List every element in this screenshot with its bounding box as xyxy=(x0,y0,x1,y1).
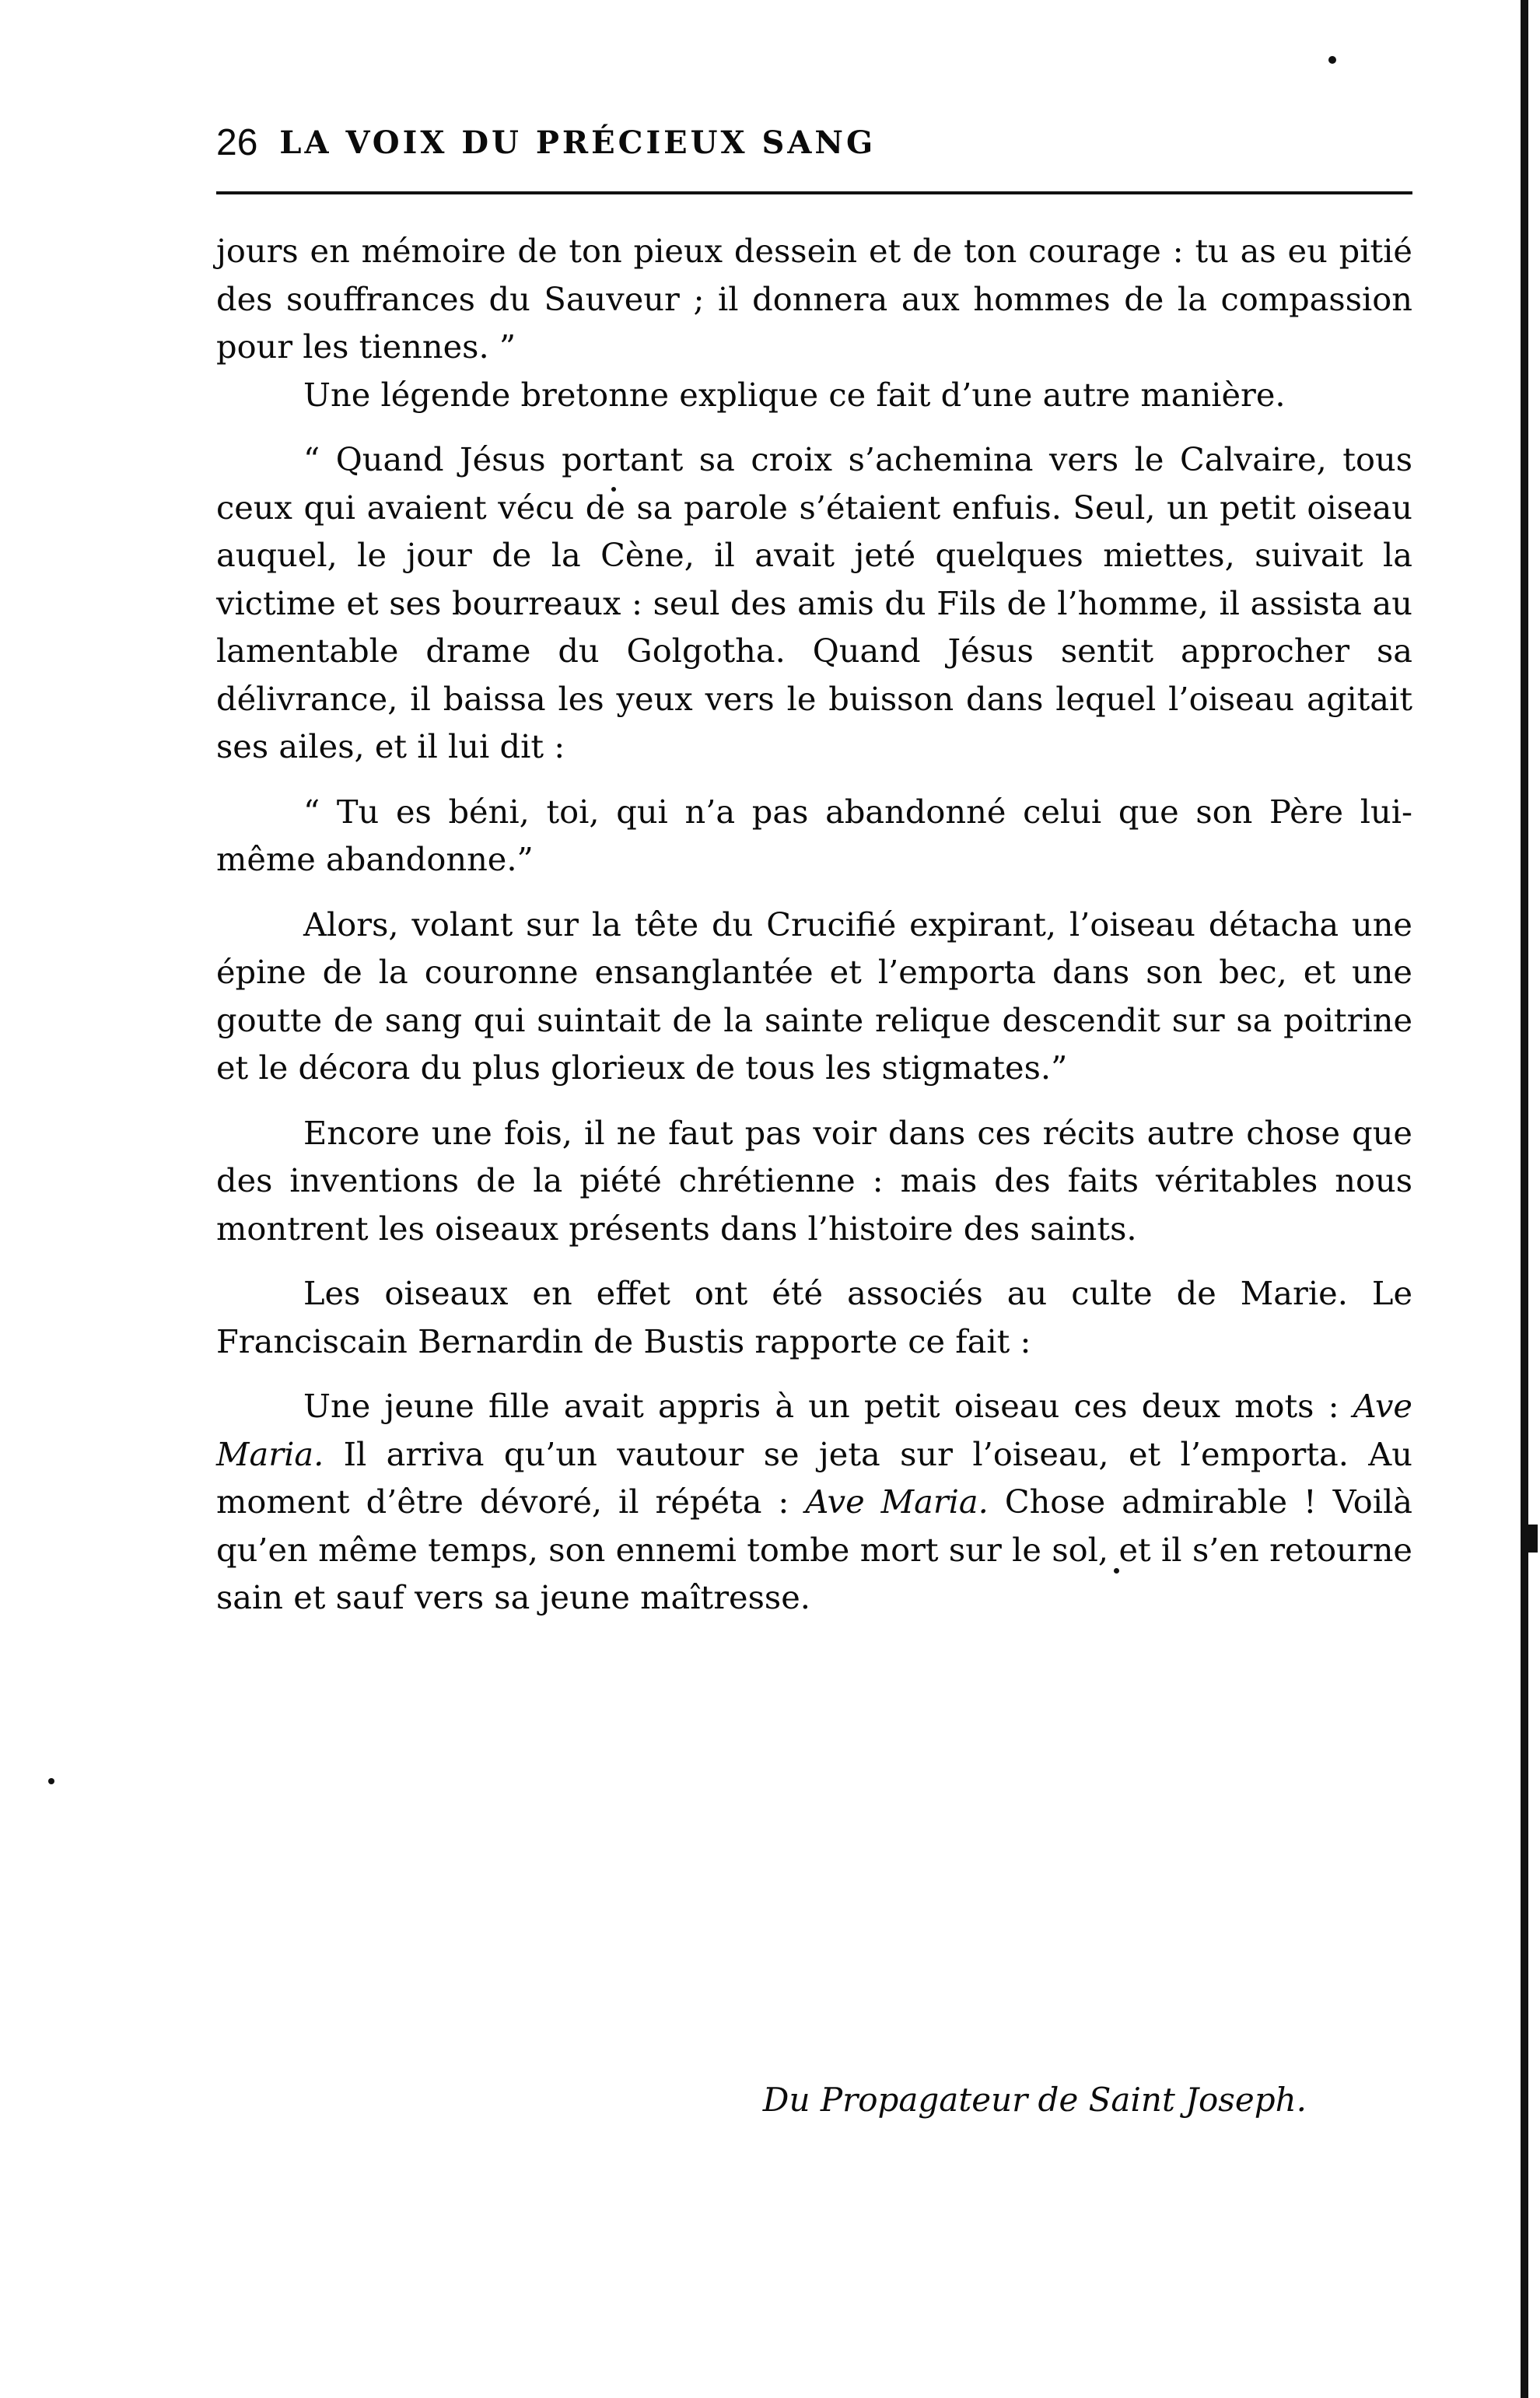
paragraph: “ Tu es béni, toi, qui n’a pas abandonné celui que son Père lui-même abandonne.” xyxy=(216,792,1412,878)
speck-mark xyxy=(48,1778,54,1784)
body-text xyxy=(216,227,1412,1622)
speck-mark xyxy=(1328,56,1336,64)
running-title: LA VOIX DU PRÉCIEUX SANG xyxy=(279,124,877,161)
paragraph: Les oiseaux en effet ont été associés au culte de Marie. Le Franciscain Bernardin de Bustis rapporte ce fait : xyxy=(216,1274,1412,1360)
page-number: 26 xyxy=(216,121,258,163)
paragraph: Encore une fois, il ne faut pas voir dans ces récits autre chose que des inventions de la piété chrétienne : mais des faits véritables nous montrent les oiseaux présents dans l’histoire des saints. xyxy=(216,1113,1412,1248)
paragraph: jours en mémoire de ton pieux dessein et de ton courage : tu as eu pitié des souffrances du Sauveur ; il donnera aux hommes de la compassion pour les tiennes. ” xyxy=(216,232,1412,366)
italic-phrase: Ave Maria. xyxy=(805,1483,989,1521)
paragraph: Alors, volant sur la tête du Crucifié expirant, l’oiseau détacha une épine de la couronne ensanglantée et l’emporta dans son bec, et une goutte de sang qui suintait de la sainte relique descendit sur sa poitrine et le décora du plus glorieux de tous les stigmates.” xyxy=(216,905,1412,1087)
scan-edge-bar xyxy=(1521,0,1528,2398)
paragraph: Une légende bretonne explique ce fait d’une autre manière. xyxy=(303,375,1286,414)
source-signature: Du Propagateur de Saint Joseph. xyxy=(762,2081,1307,2119)
paragraph: “ Quand Jésus portant sa croix s’achemina vers le Calvaire, tous ceux qui avaient vécu de sa parole s’étaient enfuis. Seul, un petit oiseau auquel, le jour de la Cène, il avait jeté quelques miettes, suivait la victime et ses bourreaux : seul des amis du Fils de l’homme, il assista au lamentable drame du Golgotha. Quand Jésus sentit approcher sa délivrance, il baissa les yeux vers le buisson dans lequel l’oiseau agitait ses ailes, et il lui dit : xyxy=(216,440,1412,765)
page-header xyxy=(216,115,1414,170)
italic-phrase: Ave Maria. xyxy=(216,1387,1412,1473)
paragraph-text: Chose admirable ! Voilà qu’en même temps, son ennemi tombe mort sur le sol, et il s’en retourne sain et sauf vers sa jeune maîtresse. xyxy=(216,1483,1413,1616)
paragraph-text: Une jeune fille avait appris à un petit oiseau ces deux mots : xyxy=(303,1387,1353,1425)
scan-edge-notch xyxy=(1528,1525,1538,1553)
paragraph-text: Il arriva qu’un vautour se jeta sur l’oiseau, et l’emporta. Au moment d’être dévoré, il répéta : xyxy=(216,1434,1412,1521)
header-rule xyxy=(216,191,1412,194)
paragraph xyxy=(216,1382,1412,1622)
